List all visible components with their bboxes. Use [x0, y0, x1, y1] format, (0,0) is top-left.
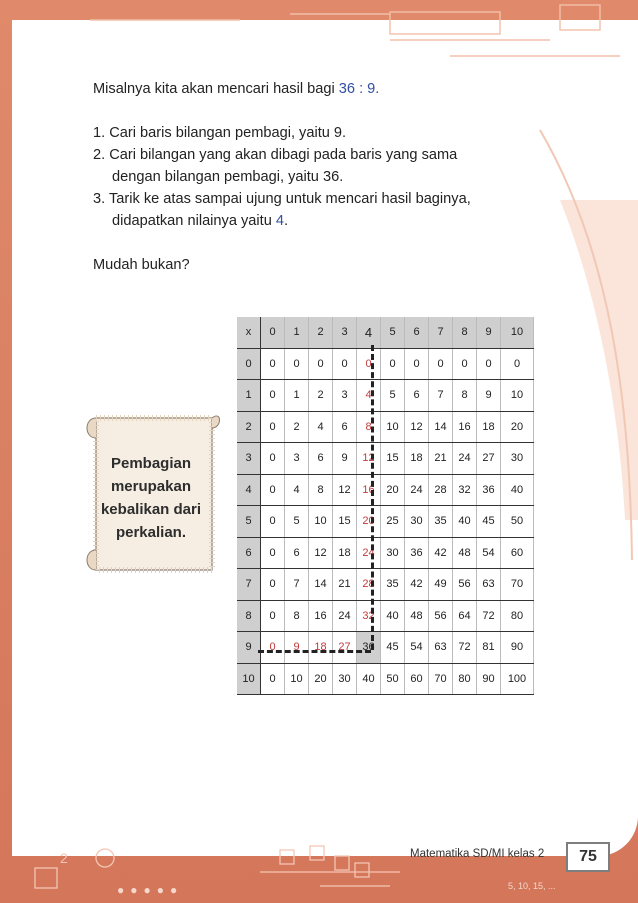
table-cell: 3 — [285, 443, 309, 475]
table-cell: 42 — [405, 569, 429, 601]
table-cell: 27 — [477, 443, 501, 475]
note-line-4: perkalian. — [115, 524, 187, 541]
table-cell: 0 — [261, 411, 285, 443]
table-cell: 36 — [477, 474, 501, 506]
table-cell: 4 — [357, 380, 381, 412]
table-cell: 4 — [309, 411, 333, 443]
table-cell: 56 — [453, 569, 477, 601]
intro-text: Misalnya kita akan mencari hasil bagi — [93, 81, 339, 97]
table-cell: 0 — [381, 348, 405, 380]
footer-dots: ●●●●● — [117, 883, 184, 897]
table-cell: 15 — [333, 506, 357, 538]
table-cell: 50 — [501, 506, 534, 538]
table-cell: 5 — [285, 506, 309, 538]
table-cell: 0 — [477, 348, 501, 380]
table-cell: 6 — [309, 443, 333, 475]
table-cell: 25 — [381, 506, 405, 538]
table-cell: 45 — [381, 632, 405, 664]
table-cell: 0 — [261, 506, 285, 538]
closing-question: Mudah bukan? — [93, 257, 190, 273]
column-header-cell: 0 — [261, 317, 285, 348]
table-cell: 20 — [381, 474, 405, 506]
column-header-cell: 9 — [477, 317, 501, 348]
table-cell: 35 — [381, 569, 405, 601]
table-cell: 42 — [429, 537, 453, 569]
table-cell: 40 — [357, 663, 381, 695]
table-cell: 50 — [381, 663, 405, 695]
table-cell: 30 — [501, 443, 534, 475]
table-row — [237, 632, 534, 664]
table-cell: 36 — [357, 632, 381, 664]
row-header-cell: 3 — [237, 443, 261, 475]
intro-expression: 36 : 9 — [338, 81, 376, 97]
table-cell: 12 — [405, 411, 429, 443]
table-cell: 0 — [261, 537, 285, 569]
table-cell: 16 — [357, 474, 381, 506]
table-cell: 40 — [381, 600, 405, 632]
table-cell: 4 — [285, 474, 309, 506]
column-header-cell: 1 — [285, 317, 309, 348]
instructions — [93, 78, 573, 276]
table-row — [237, 600, 534, 632]
table-cell: 9 — [333, 443, 357, 475]
table-cell: 8 — [309, 474, 333, 506]
table-cell: 0 — [285, 348, 309, 380]
column-header-cell: 3 — [333, 317, 357, 348]
intro-line — [93, 78, 573, 100]
step-1: 1. Cari baris bilangan pembagi, yaitu 9. — [93, 125, 347, 141]
table-cell: 48 — [405, 600, 429, 632]
table-cell: 20 — [357, 506, 381, 538]
column-header-cell: 4 — [357, 317, 381, 348]
row-header-cell: 5 — [237, 506, 261, 538]
table-cell: 36 — [405, 537, 429, 569]
table-cell: 0 — [261, 380, 285, 412]
table-cell: 21 — [333, 569, 357, 601]
column-header-cell: 6 — [405, 317, 429, 348]
table-cell: 7 — [429, 380, 453, 412]
table-cell: 54 — [405, 632, 429, 664]
table-cell: 49 — [429, 569, 453, 601]
table-cell: 18 — [309, 632, 333, 664]
table-cell: 60 — [405, 663, 429, 695]
table-cell: 18 — [333, 537, 357, 569]
table-cell: 48 — [453, 537, 477, 569]
table-cell: 24 — [453, 443, 477, 475]
table-cell: 0 — [261, 632, 285, 664]
table-cell: 56 — [429, 600, 453, 632]
table-cell: 0 — [333, 348, 357, 380]
table-cell: 63 — [429, 632, 453, 664]
table-row — [237, 474, 534, 506]
table-row — [237, 569, 534, 601]
table-cell: 2 — [285, 411, 309, 443]
table-cell: 8 — [357, 411, 381, 443]
table-cell: 0 — [261, 569, 285, 601]
step-2-line1: 2. Cari bilangan yang akan dibagi pada baris yang sama — [93, 147, 458, 163]
table-cell: 10 — [501, 380, 534, 412]
footer-decoration — [30, 838, 410, 898]
row-header-cell: 0 — [237, 348, 261, 380]
table-cell: 32 — [453, 474, 477, 506]
table-row — [237, 506, 534, 538]
column-header-cell: 10 — [501, 317, 534, 348]
table-cell: 2 — [309, 380, 333, 412]
table-cell: 24 — [333, 600, 357, 632]
table-row — [237, 348, 534, 380]
table-cell: 20 — [501, 411, 534, 443]
dashed-vertical-guide — [371, 345, 374, 650]
table-cell: 0 — [453, 348, 477, 380]
table-cell: 63 — [477, 569, 501, 601]
column-header-cell: 2 — [309, 317, 333, 348]
table-cell: 5 — [381, 380, 405, 412]
table-cell: 9 — [477, 380, 501, 412]
table-cell: 14 — [309, 569, 333, 601]
table-cell: 3 — [333, 380, 357, 412]
row-header-cell: 2 — [237, 411, 261, 443]
table-cell: 0 — [261, 348, 285, 380]
column-header-cell: 8 — [453, 317, 477, 348]
row-header-cell: 8 — [237, 600, 261, 632]
table-cell: 9 — [285, 632, 309, 664]
table-cell: 0 — [501, 348, 534, 380]
table-cell: 0 — [429, 348, 453, 380]
note-line-1: Pembagian — [110, 455, 192, 472]
table-cell: 16 — [309, 600, 333, 632]
table-cell: 32 — [357, 600, 381, 632]
table-cell: 24 — [405, 474, 429, 506]
step-3-line1: 3. Tarik ke atas sampai ujung untuk mencari hasil baginya, — [93, 191, 471, 207]
row-header-cell: 7 — [237, 569, 261, 601]
book-title: Matematika SD/MI kelas 2 — [410, 848, 545, 860]
table-cell: 72 — [477, 600, 501, 632]
intro-period: . — [375, 81, 380, 97]
table-cell: 54 — [477, 537, 501, 569]
table-cell: 12 — [333, 474, 357, 506]
table-cell: 72 — [453, 632, 477, 664]
page-number: 75 — [566, 842, 610, 872]
table-cell: 20 — [309, 663, 333, 695]
dashed-horizontal-guide — [258, 650, 371, 653]
table-cell: 8 — [285, 600, 309, 632]
table-cell: 18 — [477, 411, 501, 443]
table-cell: 28 — [429, 474, 453, 506]
table-cell: 0 — [261, 600, 285, 632]
table-cell: 45 — [477, 506, 501, 538]
table-cell: 30 — [333, 663, 357, 695]
row-header-cell: 4 — [237, 474, 261, 506]
table-cell: 80 — [501, 600, 534, 632]
table-cell: 12 — [357, 443, 381, 475]
table-cell: 6 — [333, 411, 357, 443]
table-cell: 0 — [357, 348, 381, 380]
table-cell: 28 — [357, 569, 381, 601]
table-cell: 18 — [405, 443, 429, 475]
row-header-cell: 9 — [237, 632, 261, 664]
table-cell: 10 — [309, 506, 333, 538]
table-cell: 0 — [261, 474, 285, 506]
table-cell: 8 — [453, 380, 477, 412]
table-row — [237, 443, 534, 475]
step-3-period: . — [284, 213, 289, 229]
table-cell: 6 — [405, 380, 429, 412]
table-cell: 40 — [501, 474, 534, 506]
svg-text:2: 2 — [60, 850, 68, 866]
table-cell: 21 — [429, 443, 453, 475]
table-header-row — [237, 317, 534, 348]
step-3-line2 — [93, 210, 573, 232]
step-2-line2: dengan bilangan pembagi, yaitu 36. — [112, 169, 344, 185]
table-row — [237, 537, 534, 569]
table-cell: 15 — [381, 443, 405, 475]
table-cell: 10 — [381, 411, 405, 443]
table-cell: 90 — [501, 632, 534, 664]
table-cell: 6 — [285, 537, 309, 569]
header-decoration — [90, 0, 630, 75]
column-header-cell: 7 — [429, 317, 453, 348]
table-cell: 1 — [285, 380, 309, 412]
table-cell: 100 — [501, 663, 534, 695]
table-cell: 80 — [453, 663, 477, 695]
note-line-3: kebalikan dari — [100, 501, 202, 518]
note-text — [90, 452, 212, 544]
table-cell: 12 — [309, 537, 333, 569]
row-header-cell: 1 — [237, 380, 261, 412]
table-cell: 30 — [381, 537, 405, 569]
table-cell: 16 — [453, 411, 477, 443]
row-header-cell: 10 — [237, 663, 261, 695]
footer-sequence: 5, 10, 15, ... — [508, 881, 556, 891]
table-cell: 81 — [477, 632, 501, 664]
table-cell: 35 — [429, 506, 453, 538]
table-cell: 0 — [261, 443, 285, 475]
table-cell: 90 — [477, 663, 501, 695]
table-cell: 70 — [501, 569, 534, 601]
multiplication-table — [237, 317, 534, 695]
table-row — [237, 663, 534, 695]
table-cell: 27 — [333, 632, 357, 664]
note-line-2: merupakan — [110, 478, 192, 495]
table-cell: 14 — [429, 411, 453, 443]
table-cell: 40 — [453, 506, 477, 538]
table-row — [237, 411, 534, 443]
table-cell: 7 — [285, 569, 309, 601]
table-cell: 0 — [261, 663, 285, 695]
table-cell: 0 — [309, 348, 333, 380]
table-cell: 30 — [405, 506, 429, 538]
step-3-value: 4 — [275, 213, 285, 229]
table-corner-cell: x — [237, 317, 261, 348]
table-cell: 24 — [357, 537, 381, 569]
column-header-cell: 5 — [381, 317, 405, 348]
row-header-cell: 6 — [237, 537, 261, 569]
table-cell: 10 — [285, 663, 309, 695]
table-row — [237, 380, 534, 412]
step-3-text: didapatkan nilainya yaitu — [112, 213, 276, 229]
table-cell: 70 — [429, 663, 453, 695]
table-cell: 64 — [453, 600, 477, 632]
table-cell: 60 — [501, 537, 534, 569]
table-cell: 0 — [405, 348, 429, 380]
